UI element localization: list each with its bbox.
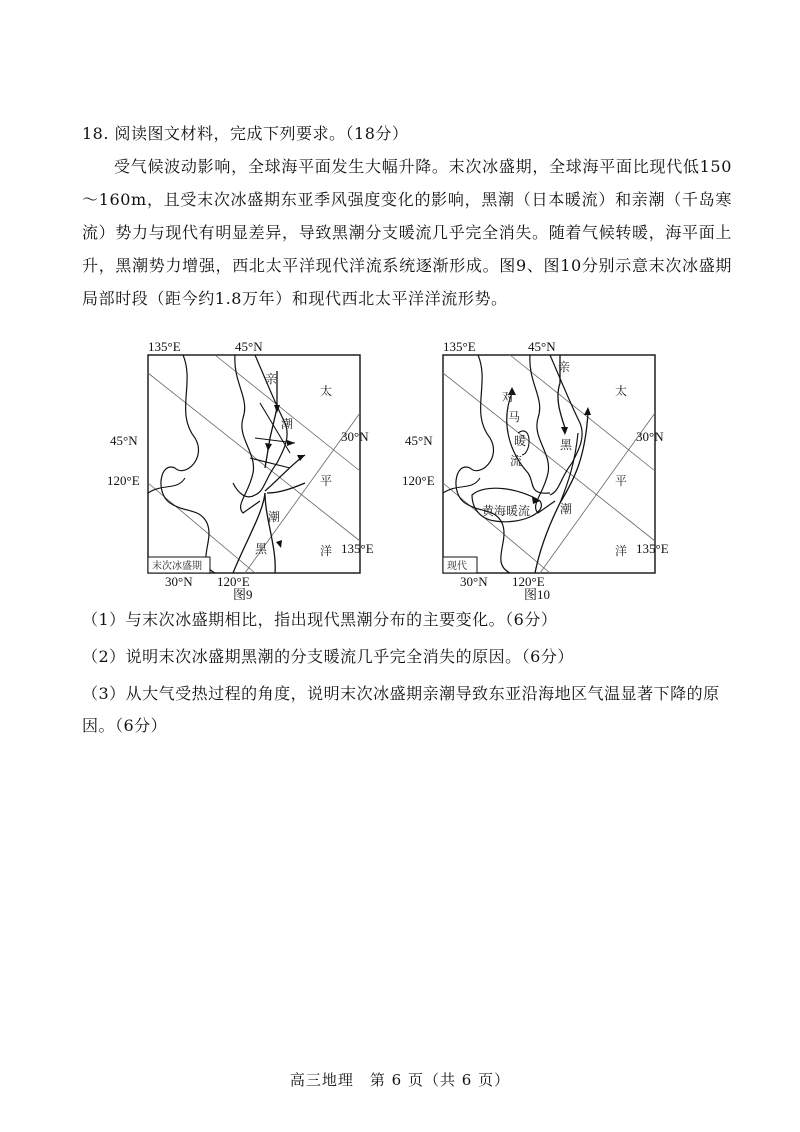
coord-top-right: 45°N	[528, 339, 556, 354]
figure-9-map	[107, 339, 375, 602]
coord-top-left: 135°E	[443, 339, 476, 354]
label-oyashio-2: 潮	[281, 417, 294, 431]
label-oyashio-1: 亲	[265, 372, 278, 386]
coord-top-right: 45°N	[235, 339, 263, 354]
label-ocean-1: 太	[320, 384, 333, 398]
sub-question-1: （1）与末次冰盛期相比，指出现代黑潮分布的主要变化。（6分）	[82, 610, 558, 629]
coord-left-lower: 120°E	[107, 473, 140, 488]
label-ocean-3: 洋	[615, 544, 628, 558]
label-kuroshio-1: 潮	[268, 510, 281, 524]
figure-10-caption: 图10	[524, 587, 551, 602]
page-footer: 高三地理 第 6 页（共 6 页）	[289, 1071, 511, 1089]
label-tsushima-2: 马	[508, 410, 521, 424]
label-oyashio: 亲	[558, 360, 571, 374]
sub-question-2: （2）说明末次冰盛期黑潮的分支暖流几乎完全消失的原因。（6分）	[82, 647, 574, 666]
figure-9-legend: 末次冰盛期	[152, 561, 202, 572]
coord-bottom-left: 30°N	[460, 574, 488, 589]
coord-right-upper: 30°N	[341, 429, 369, 444]
label-tsushima-1: 对	[502, 390, 515, 404]
label-ocean-1: 太	[615, 384, 628, 398]
label-ocean-2: 平	[320, 474, 333, 488]
label-yellow-sea-warm-current: 黄海暖流	[482, 504, 531, 518]
coord-left-upper: 45°N	[110, 433, 138, 448]
figure-10-legend: 现代	[447, 561, 467, 572]
label-ocean-3: 洋	[320, 544, 333, 558]
label-kuroshio-2: 黑	[255, 542, 268, 556]
coord-bottom-right: 120°E	[512, 574, 545, 589]
label-kuroshio-1: 黑	[560, 438, 573, 452]
coord-bottom-right: 120°E	[217, 574, 250, 589]
label-tsushima-3: 暖	[514, 434, 527, 448]
coord-right-lower: 135°E	[636, 541, 669, 556]
figure-10-map	[402, 339, 670, 602]
coord-bottom-left: 30°N	[165, 574, 193, 589]
coord-right-lower: 135°E	[341, 541, 374, 556]
figure-9-caption: 图9	[233, 587, 253, 602]
coord-left-lower: 120°E	[402, 473, 435, 488]
coord-right-upper: 30°N	[636, 429, 664, 444]
coord-left-upper: 45°N	[405, 433, 433, 448]
label-kuroshio-2: 潮	[560, 502, 573, 516]
coord-top-left: 135°E	[148, 339, 181, 354]
question-title: 18. 阅读图文材料，完成下列要求。（18分）	[82, 124, 409, 143]
label-ocean-2: 平	[615, 474, 628, 488]
sub-question-3: （3）从大气受热过程的角度，说明末次冰盛期亲潮导致东亚沿海地区气温显著下降的原因。（6分）	[82, 684, 720, 735]
label-tsushima-4: 流	[510, 454, 523, 468]
question-paragraph: 受气候波动影响，全球海平面发生大幅升降。末次冰盛期，全球海平面比现代低150～160m，且受末次冰盛期东亚季风强度变化的影响，黑潮（日本暖流）和亲潮（千岛寒流）势力与现代有明显差异，导致黑潮分支暖流几乎完全消失。随着气候转暖，海平面上升，黑潮势力增强，西北太平洋现代洋流系统逐渐形成。图9、图10分别示意末次冰盛期局部时段（距今约1.8万年）和现代西北太平洋洋流形势。	[82, 157, 732, 308]
